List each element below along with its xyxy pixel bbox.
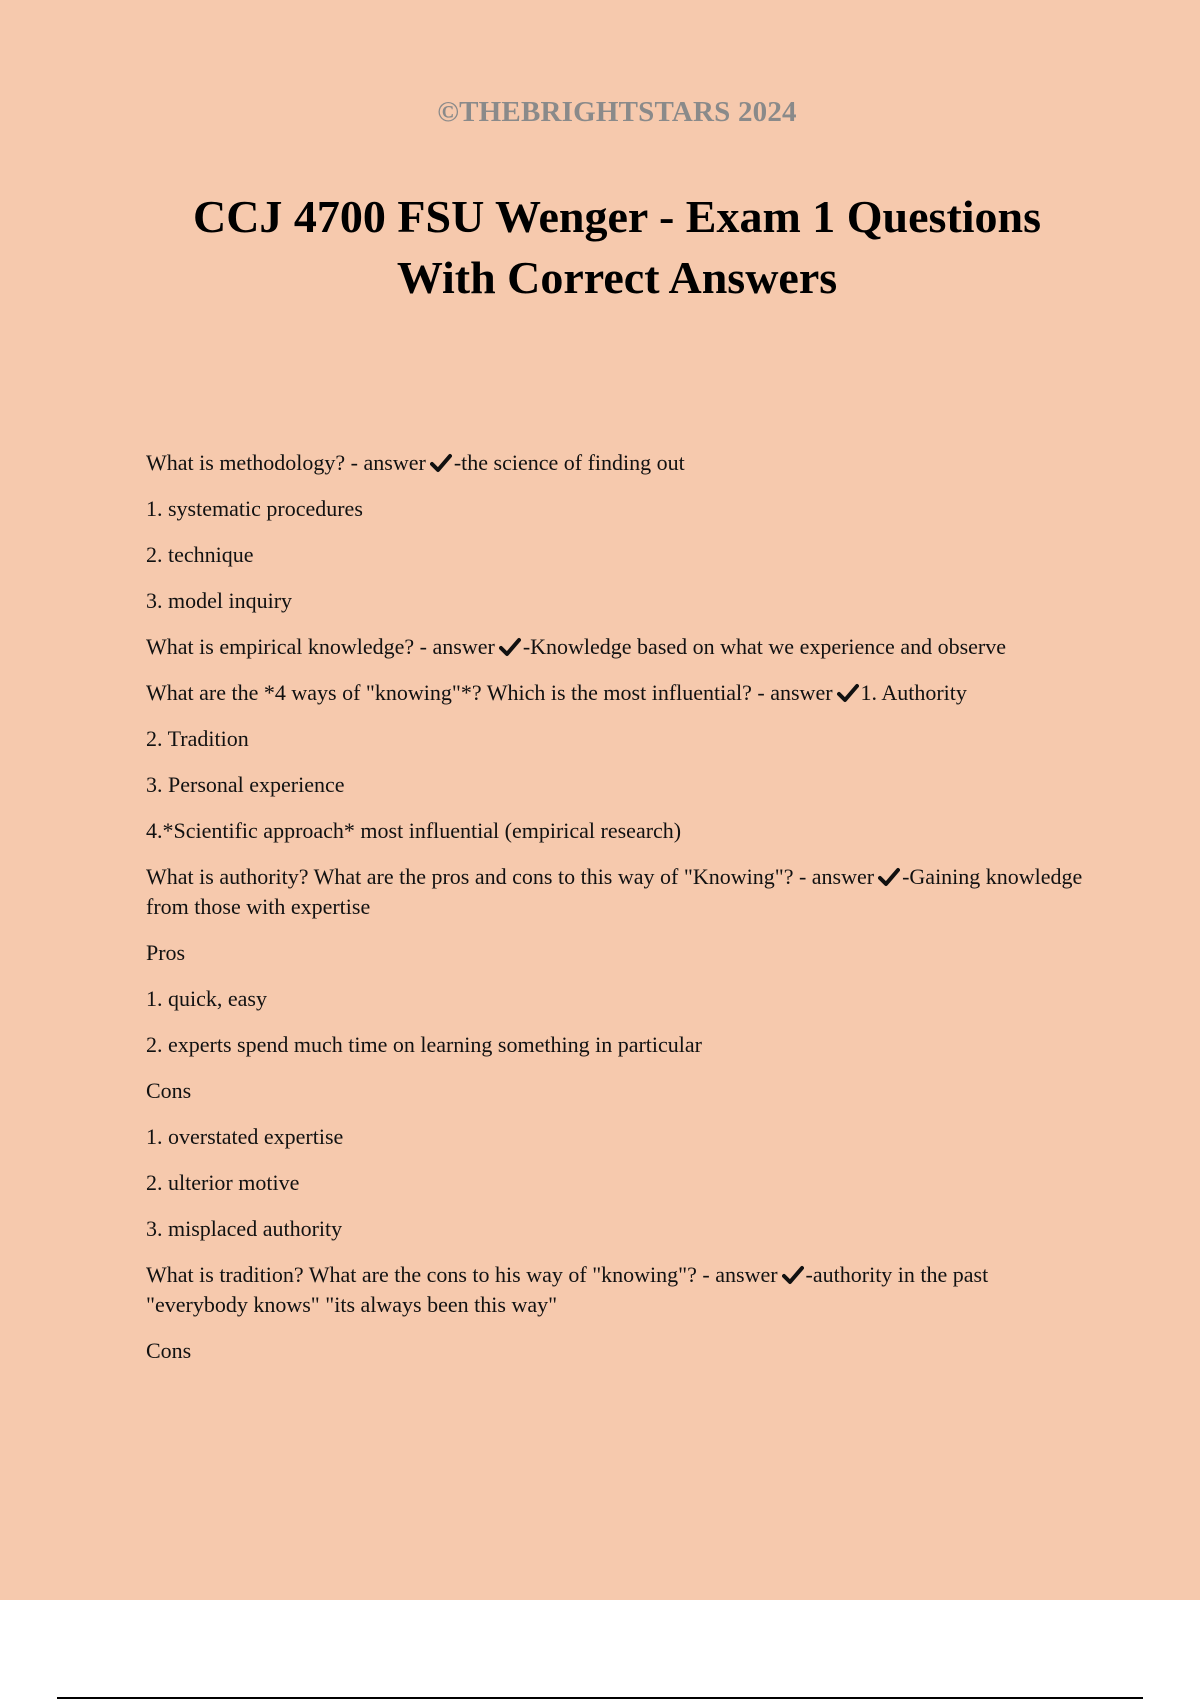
list-item: 1. systematic procedures — [146, 496, 363, 521]
list-item: 4.*Scientific approach* most influential (empirical research) — [146, 818, 682, 843]
document-title — [100, 186, 1134, 308]
list-item: 1. quick, easy — [146, 986, 267, 1011]
checkmark-icon — [878, 867, 900, 887]
question-4: What is authority? What are the pros and cons to this way of "Knowing"? - answer -Gaining knowledge from those with expertise — [146, 864, 1083, 919]
list-item: 2. ulterior motive — [146, 1170, 300, 1195]
question-2: What is empirical knowledge? - answer -Knowledge based on what we experience and observe — [146, 634, 1007, 659]
list-item: 2. technique — [146, 542, 254, 567]
list-item: 3. model inquiry — [146, 588, 293, 613]
list-item: 3. Personal experience — [146, 772, 345, 797]
question-1: What is methodology? - answer -the science of finding out — [146, 450, 685, 475]
list-item: 2. Tradition — [146, 726, 249, 751]
copyright-watermark: ©THEBRIGHTSTARS 2024 — [437, 96, 797, 128]
checkmark-icon — [499, 637, 521, 657]
pros-heading: Pros — [146, 940, 186, 965]
question-3: What are the *4 ways of "knowing"*? Which is the most influential? - answer 1. Authority — [146, 680, 967, 705]
list-item: 3. misplaced authority — [146, 1216, 343, 1241]
list-item: 1. overstated expertise — [146, 1124, 344, 1149]
title-line-2: With Correct Answers — [396, 252, 838, 303]
checkmark-icon — [430, 453, 452, 473]
footer-divider — [57, 1697, 1143, 1699]
list-item: 2. experts spend much time on learning something in particular — [146, 1032, 702, 1057]
cons-heading: Cons — [146, 1078, 192, 1103]
qa-content — [146, 448, 1086, 1382]
cons-heading: Cons — [146, 1338, 192, 1363]
title-line-1: CCJ 4700 FSU Wenger - Exam 1 Questions — [192, 191, 1042, 242]
checkmark-icon — [837, 683, 859, 703]
checkmark-icon — [782, 1265, 804, 1285]
question-5: What is tradition? What are the cons to his way of "knowing"? - answer -authority in the past "everybody knows" "its always been this way" — [146, 1262, 989, 1317]
